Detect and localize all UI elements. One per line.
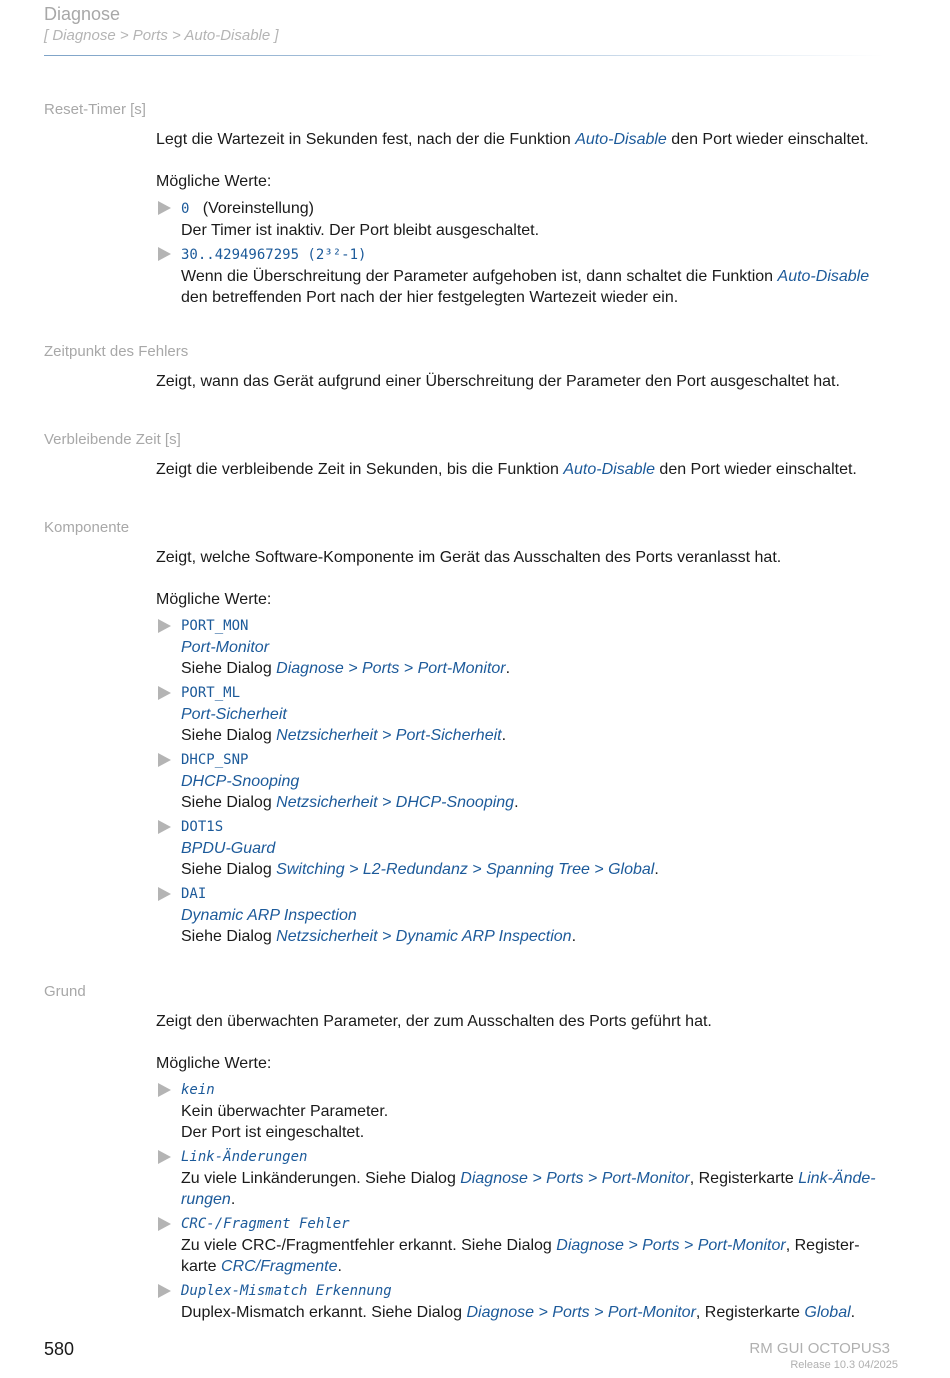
component-title: Port-Sicherheit	[181, 706, 287, 723]
value-code: PORT_ML	[181, 685, 241, 701]
value-description: Wenn die Überschreitung der Parameter aufgehoben ist, dann schaltet die Funktion Auto-Disable	[181, 268, 870, 285]
section-label-komponente: Komponente	[44, 519, 130, 536]
see-dialog: Siehe Dialog Netzsicherheit > DHCP-Snooping.	[181, 794, 519, 811]
section-label-reset-timer: Reset-Timer [s]	[44, 101, 146, 118]
footer-release: Release 10.3 04/2025	[790, 1359, 898, 1371]
value-code: Duplex-Mismatch Erkennung	[181, 1283, 392, 1299]
bullet-triangle-icon	[158, 1150, 171, 1164]
value-code: DAI	[181, 886, 207, 902]
page-number: 580	[44, 1339, 75, 1359]
value-code: DOT1S	[181, 819, 224, 835]
value-description-cont: rungen.	[181, 1191, 236, 1208]
see-dialog: Siehe Dialog Netzsicherheit > Port-Sicherheit.	[181, 727, 507, 744]
value-description: Duplex-Mismatch erkannt. Siehe Dialog Diagnose > Ports > Port-Monitor, Registerkarte Global.	[181, 1304, 856, 1321]
auto-disable-link[interactable]: Auto-Disable	[575, 131, 667, 148]
grund-description: Zeigt den überwachten Parameter, der zum Ausschalten des Ports geführt hat.	[156, 1013, 712, 1030]
see-dialog: Siehe Dialog Diagnose > Ports > Port-Monitor.	[181, 660, 511, 677]
bullet-triangle-icon	[158, 619, 171, 633]
bullet-triangle-icon	[158, 1284, 171, 1298]
component-title: Port-Monitor	[181, 639, 270, 656]
bullet-triangle-icon	[158, 1083, 171, 1097]
header-divider	[44, 55, 884, 56]
dialog-link[interactable]: Switching > L2-Redundanz > Spanning Tree > Global	[276, 861, 655, 878]
value-code: Link-Änderungen	[181, 1149, 308, 1165]
dialog-link[interactable]: Netzsicherheit > Dynamic ARP Inspection	[276, 928, 572, 945]
komponente-description: Zeigt, welche Software-Komponente im Gerät das Ausschalten des Ports veranlasst hat.	[156, 549, 782, 566]
tab-link[interactable]: Link-Ände-	[798, 1170, 876, 1187]
bullet-triangle-icon	[158, 201, 171, 215]
tab-link[interactable]: Global	[804, 1304, 851, 1321]
value-code: DHCP_SNP	[181, 752, 249, 768]
values-heading: Mögliche Werte:	[156, 173, 272, 190]
value-note: (Voreinstellung)	[202, 200, 314, 217]
value-description-cont: Der Port ist eingeschaltet.	[181, 1124, 365, 1141]
bullet-triangle-icon	[158, 753, 171, 767]
value-code: CRC-/Fragment Fehler	[181, 1216, 350, 1232]
tab-link[interactable]: rungen	[181, 1191, 231, 1208]
see-dialog: Siehe Dialog Netzsicherheit > Dynamic ARP Inspection.	[181, 928, 577, 945]
value-description: Kein überwachter Parameter.	[181, 1103, 389, 1120]
footer-product: RM GUI OCTOPUS3	[749, 1340, 890, 1357]
see-dialog: Siehe Dialog Switching > L2-Redundanz > Spanning Tree > Global.	[181, 861, 659, 878]
bullet-triangle-icon	[158, 247, 171, 261]
auto-disable-link[interactable]: Auto-Disable	[563, 461, 655, 478]
section-label-zeitpunkt: Zeitpunkt des Fehlers	[44, 343, 189, 360]
value-description-cont: karte CRC/Fragmente.	[181, 1258, 342, 1275]
value-description: Zu viele CRC-/Fragmentfehler erkannt. Siehe Dialog Diagnose > Ports > Port-Monitor, Register-	[181, 1237, 860, 1254]
value-description-cont: den betreffenden Port nach der hier festgelegten Wartezeit wieder ein.	[181, 289, 679, 306]
bullet-triangle-icon	[158, 887, 171, 901]
values-heading: Mögliche Werte:	[156, 1055, 272, 1072]
component-title: BPDU-Guard	[181, 840, 276, 857]
component-title: Dynamic ARP Inspection	[181, 907, 357, 924]
breadcrumb: [ Diagnose > Ports > Auto-Disable ]	[44, 27, 279, 44]
component-title: DHCP-Snooping	[181, 773, 300, 790]
value-description: Der Timer ist inaktiv. Der Port bleibt ausgeschaltet.	[181, 222, 540, 239]
bullet-triangle-icon	[158, 686, 171, 700]
value-code: 0	[181, 201, 190, 217]
tab-link[interactable]: CRC/Fragmente	[221, 1258, 338, 1275]
value-code: kein	[181, 1082, 215, 1098]
bullet-triangle-icon	[158, 1217, 171, 1231]
dialog-link[interactable]: Diagnose > Ports > Port-Monitor	[276, 660, 506, 677]
dialog-link[interactable]: Diagnose > Ports > Port-Monitor	[556, 1237, 786, 1254]
section-label-grund: Grund	[44, 983, 86, 1000]
dialog-link[interactable]: Netzsicherheit > Port-Sicherheit	[276, 727, 502, 744]
values-heading: Mögliche Werte:	[156, 591, 272, 608]
page-header-title: Diagnose	[44, 4, 121, 24]
bullet-triangle-icon	[158, 820, 171, 834]
section-label-verbleibende-zeit: Verbleibende Zeit [s]	[44, 431, 181, 448]
dialog-link[interactable]: Netzsicherheit > DHCP-Snooping	[276, 794, 515, 811]
zeitpunkt-description: Zeigt, wann das Gerät aufgrund einer Überschreitung der Parameter den Port ausgeschaltet hat.	[156, 373, 840, 390]
dialog-link[interactable]: Diagnose > Ports > Port-Monitor	[466, 1304, 696, 1321]
verbleibende-zeit-description: Zeigt die verbleibende Zeit in Sekunden, bis die Funktion Auto-Disable den Port wieder einschaltet.	[156, 461, 857, 478]
auto-disable-link[interactable]: Auto-Disable	[777, 268, 870, 285]
value-description: Zu viele Linkänderungen. Siehe Dialog Diagnose > Ports > Port-Monitor, Registerkarte Link-Ände-	[181, 1170, 876, 1187]
dialog-link[interactable]: Diagnose > Ports > Port-Monitor	[460, 1170, 690, 1187]
value-code: PORT_MON	[181, 618, 249, 634]
value-code: 30..4294967295 (2³²-1)	[181, 247, 367, 263]
reset-timer-description: Legt die Wartezeit in Sekunden fest, nach der die Funktion Auto-Disable den Port wieder einschaltet.	[156, 131, 869, 148]
